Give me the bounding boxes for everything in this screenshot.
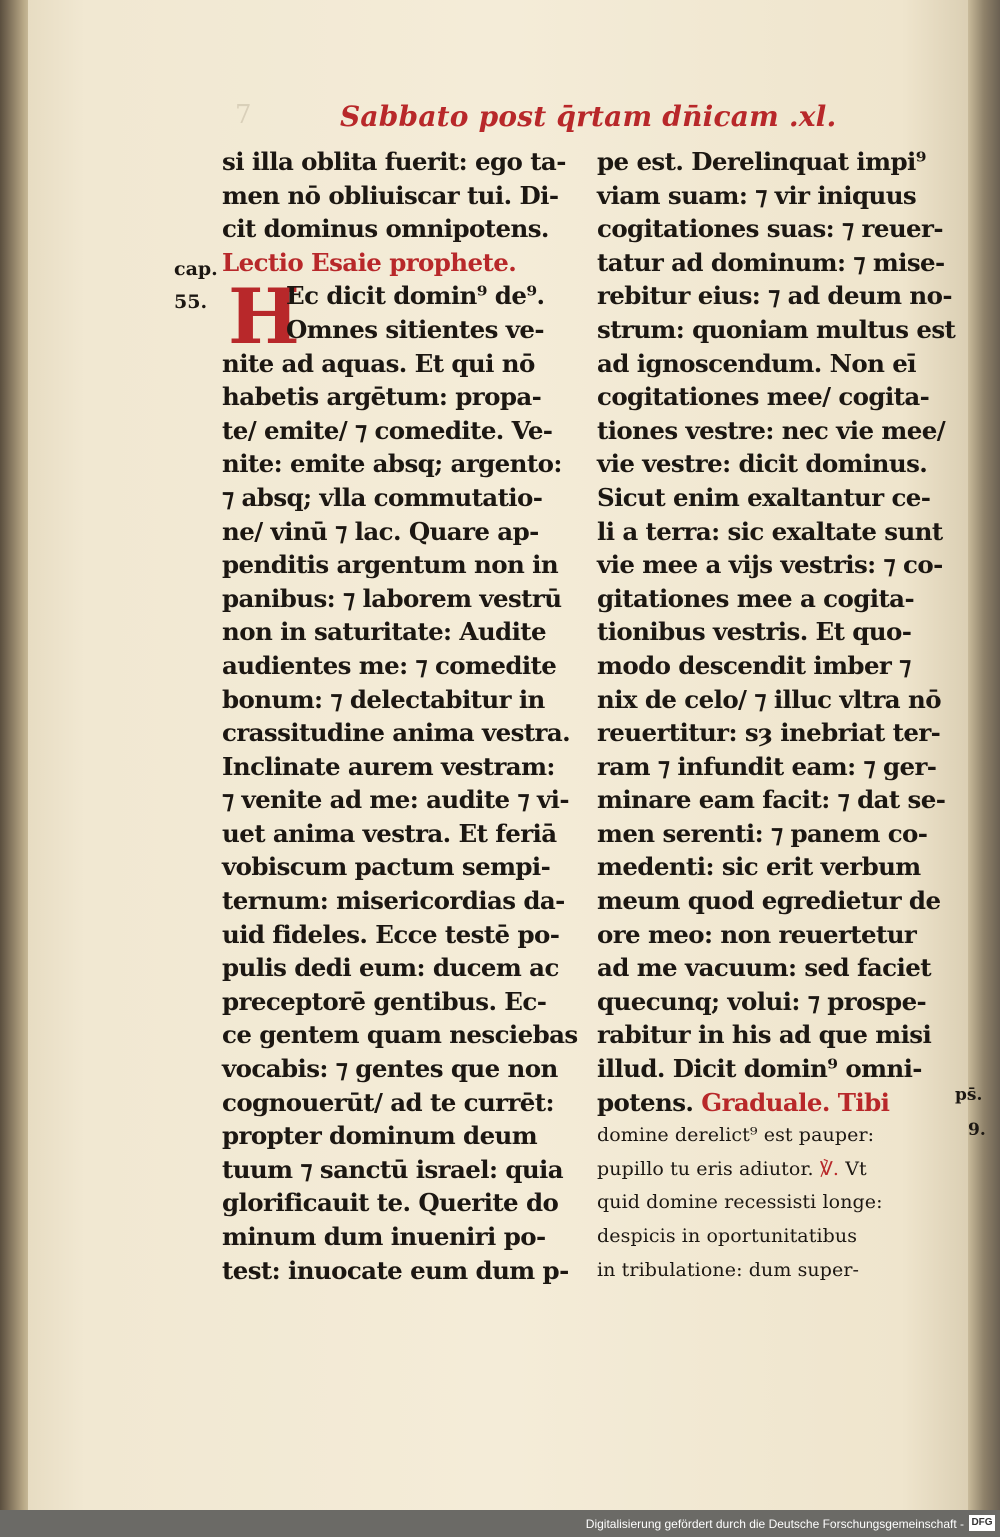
text-line: nite ad aquas. Et qui nō [222,348,535,378]
text-line: audientes me: ⁊ comedite [222,650,557,680]
text-line: cit dominus omnipotens. [222,214,549,244]
margin-note-psalm-number: 9. [968,1120,986,1140]
text-line: habetis argētum: propa- [222,382,542,412]
text-line: in tribulatione: dum super- [597,1258,860,1281]
text-line: ⁊ absq; vlla commutatio- [222,482,543,512]
text-line: uid fideles. Ecce testē po- [222,919,560,949]
footer-credit: Digitalisierung gefördert durch die Deutsche Forschungsgemeinschaft - [585,1517,964,1531]
text-line: Omnes sitientes ve- [286,314,544,344]
graduale-label: Graduale. [701,1087,830,1117]
text-line: li a terra: sic exaltate sunt [597,516,943,546]
text-line: vobiscum pactum sempi- [222,852,551,882]
text-line: minare eam facit: ⁊ dat se- [597,785,946,815]
text-line: crassitudine anima vestra. [222,718,571,748]
text-line: gitationes mee a cogita- [597,583,915,613]
text-line: vocabis: ⁊ gentes que non [222,1054,558,1084]
text-line: tatur ad dominum: ⁊ mise- [597,247,945,277]
text-line: quecunq; volui: ⁊ prospe- [597,986,927,1016]
text-line: Sicut enim exaltantur ce- [597,482,931,512]
text-fragment: Vt [839,1157,867,1180]
versicle-line [597,1153,957,1187]
text-line: ⁊ venite ad me: audite ⁊ vi- [222,785,569,815]
text-line: preceptorē gentibus. Ec- [222,986,547,1016]
right-text-column [597,145,957,1287]
text-line: pulis dedi eum: ducem ac [222,953,559,983]
running-head: Sabbato post q̄rtam dn̄icam .xl. [340,100,837,133]
text-line: Inclinate aurem vestram: [222,751,555,781]
text-line: ad me vacuum: sed faciet [597,953,931,983]
text-line: nite: emite absq; argento: [222,449,562,479]
text-line: men serenti: ⁊ panem co- [597,818,928,848]
margin-note-psalm: ps̄. [955,1085,983,1105]
dfg-logo: DFG [969,1515,995,1531]
text-line: pe est. Derelinquat impi⁹ [597,147,926,176]
text-line: cognouerūt/ ad te currēt: [222,1087,554,1117]
text-line: ore meo: non reuertetur [597,919,917,949]
text-line: ad ignoscendum. Non eī [597,348,916,378]
margin-note-cap: cap. [174,258,218,280]
text-line: medenti: sic erit verbum [597,852,921,882]
text-fragment: pupillo tu eris adiutor. [597,1157,820,1180]
text-line: illud. Dicit domin⁹ omni- [597,1054,922,1084]
text-line: rebitur eius: ⁊ ad deum no- [597,281,952,311]
initial-capital: H [228,272,300,361]
tibi-initial: Tibi [837,1087,890,1117]
text-line: viam suam: ⁊ vir iniquus [597,180,917,210]
text-line: quid domine recessisti longe: [597,1191,883,1214]
text-line: ne/ vinū ⁊ lac. Quare ap- [222,516,539,546]
text-line: modo descendit imber ⁊ [597,650,911,680]
text-line: vie mee a vijs vestris: ⁊ co- [597,550,943,580]
text-line: meum quod egredietur de [597,886,941,916]
lection-heading: Lectio Esaie prophete. [222,247,517,277]
text-line: test: inuocate eum dum p- [222,1255,569,1285]
text-line: si illa oblita fuerit: ego ta- [222,147,566,176]
text-line: non in saturitate: Audite [222,617,546,647]
text-line: vie vestre: dicit dominus. [597,449,928,479]
text-line: men nō obliuiscar tui. Di- [222,180,559,210]
text-line: penditis argentum non in [222,550,559,580]
text-line: bonum: ⁊ delectabitur in [222,684,545,714]
folio-number: 7 [235,100,252,130]
versicle-sign: ℣. [819,1157,840,1180]
text-fragment: potens. [597,1087,702,1117]
text-line: tiones vestre: nec vie mee/ [597,415,946,445]
text-line: reuertitur: sȝ inebriat ter- [597,718,941,748]
left-text-column [222,145,587,1287]
text-line: strum: quoniam multus est [597,314,956,344]
text-line: tuum ⁊ sanctū israel: quia [222,1154,564,1184]
text-line: cogitationes suas: ⁊ reuer- [597,214,943,244]
gutter-shadow [968,0,1000,1510]
text-line: ce gentem quam nesciebas [222,1020,578,1050]
graduale-line [597,1086,957,1120]
text-line: cogitationes mee/ cogita- [597,382,930,412]
text-line: tionibus vestris. Et quo- [597,617,912,647]
text-line: nix de celo/ ⁊ illuc vltra nō [597,684,941,714]
text-line: domine derelict⁹ est pauper: [597,1124,875,1147]
margin-note-chapter: 55. [174,291,208,313]
text-line: propter dominum deum [222,1121,538,1151]
text-line: ram ⁊ infundit eam: ⁊ ger- [597,751,937,781]
text-line: uet anima vestra. Et feriā [222,818,557,848]
text-line: ternum: misericordias da- [222,886,565,916]
text-line: Ec dicit domin⁹ de⁹. [286,281,545,311]
text-line: despicis in oportunitatibus [597,1225,858,1247]
text-line: panibus: ⁊ laborem vestrū [222,583,562,613]
text-line: glorificauit te. Querite do [222,1188,559,1218]
text-line: te/ emite/ ⁊ comedite. Ve- [222,415,553,445]
text-line: minum dum inueniri po- [222,1222,546,1251]
text-line: rabitur in his ad que misi [597,1020,932,1050]
